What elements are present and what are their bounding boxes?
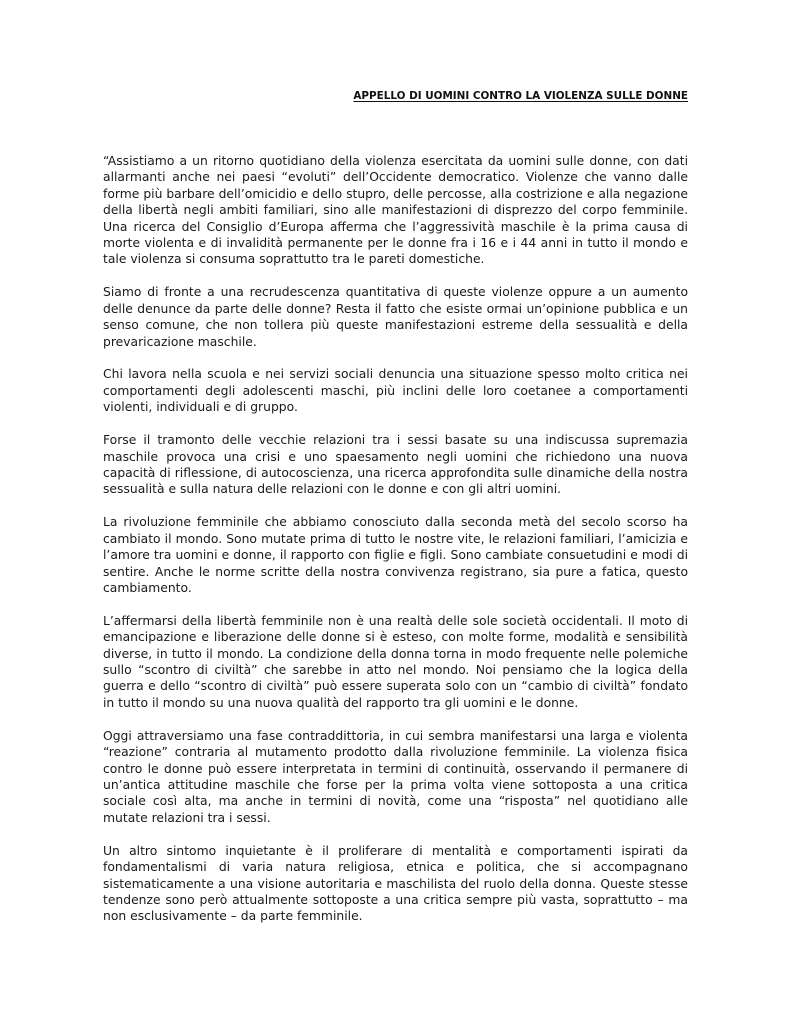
paragraph-1: “Assistiamo a un ritorno quotidiano della violenza esercitata da uomini sulle donne, con dati allarmanti anche nei paesi “evoluti” dell’Occidente democratico. Violenze che vanno dalle forme più barbare dell’omicidio e dello stupro, delle percosse, alla costrizione e alla negazione della libertà negli ambiti familiari, sino alle manifestazioni di disprezzo del corpo femminile. Una ricerca del Consiglio d’Europa afferma che l’aggressività maschile è la prima causa di morte violenta e di invalidità permanente per le donne fra i 16 e i 44 anni in tutto il mondo e tale violenza si consuma soprattutto tra le pareti domestiche. (103, 154, 688, 267)
paragraph-2: Siamo di fronte a una recrudescenza quantitativa di queste violenze oppure a un aumento delle denunce da parte delle donne? Resta il fatto che esiste ormai un’opinione pubblica e un senso comune, che non tollera più queste manifestazioni estreme della sessualità e della prevaricazione maschile. (103, 285, 688, 349)
paragraph-8: Un altro sintomo inquietante è il proliferare di mentalità e comportamenti ispirati da fondamentalismi di varia natura religiosa, etnica e politica, che si accompagnano sistematicamente a una visione autoritaria e maschilista del ruolo della donna. Queste stesse tendenze sono però attualmente sottoposte a una critica sempre più vasta, soprattutto – ma non esclusivamente – da parte femminile. (103, 843, 688, 924)
paragraph-3: Chi lavora nella scuola e nei servizi sociali denuncia una situazione spesso molto critica nei comportamenti degli adolescenti maschi, più inclini delle loro coetanee a comportamenti violenti, individuali e di gruppo. (103, 367, 688, 415)
paragraph-4: Forse il tramonto delle vecchie relazioni tra i sessi basate su una indiscussa supremazia maschile provoca una crisi e uno spaesamento negli uomini che richiedono una nuova capacità di riflessione, di autocoscienza, una ricerca approfondita sulle dinamiche della nostra sessualità e sulla natura delle relazioni con le donne e con gli altri uomini. (103, 433, 688, 497)
document-body (103, 153, 688, 941)
document-title: APPELLO DI UOMINI CONTRO LA VIOLENZA SULLE DONNE (353, 90, 688, 102)
paragraph-7: Oggi attraversiamo una fase contraddittoria, in cui sembra manifestarsi una larga e violenta “reazione” contraria al mutamento prodotto dalla rivoluzione femminile. La violenza fisica contro le donne può essere interpretata in termini di continuità, osservando il permanere di un’antica attitudine maschile che forse per la prima volta viene sottoposta a una critica sociale così alta, ma anche in termini di novità, come una “risposta” nel quotidiano alle mutate relazioni tra i sessi. (103, 728, 688, 825)
paragraph-6: L’affermarsi della libertà femminile non è una realtà delle sole società occidentali. Il moto di emancipazione e liberazione delle donne si è esteso, con molte forme, modalità e sensibilità diverse, in tutto il mondo. La condizione della donna torna in modo frequente nelle polemiche sullo “scontro di civiltà” che sarebbe in atto nel mondo. Noi pensiamo che la logica della guerra e dello “scontro di civiltà” può essere superata solo con un “cambio di civiltà” fondato in tutto il mondo su una nuova qualità del rapporto tra gli uomini e le donne. (103, 613, 688, 710)
paragraph-5: La rivoluzione femminile che abbiamo conosciuto dalla seconda metà del secolo scorso ha cambiato il mondo. Sono mutate prima di tutto le nostre vite, le relazioni familiari, l’amicizia e l’amore tra uomini e donne, il rapporto con figlie e figli. Sono cambiate consuetudini e modi di sentire. Anche le norme scritte della nostra convivenza registrano, sia pure a fatica, questo cambiamento. (103, 515, 688, 595)
